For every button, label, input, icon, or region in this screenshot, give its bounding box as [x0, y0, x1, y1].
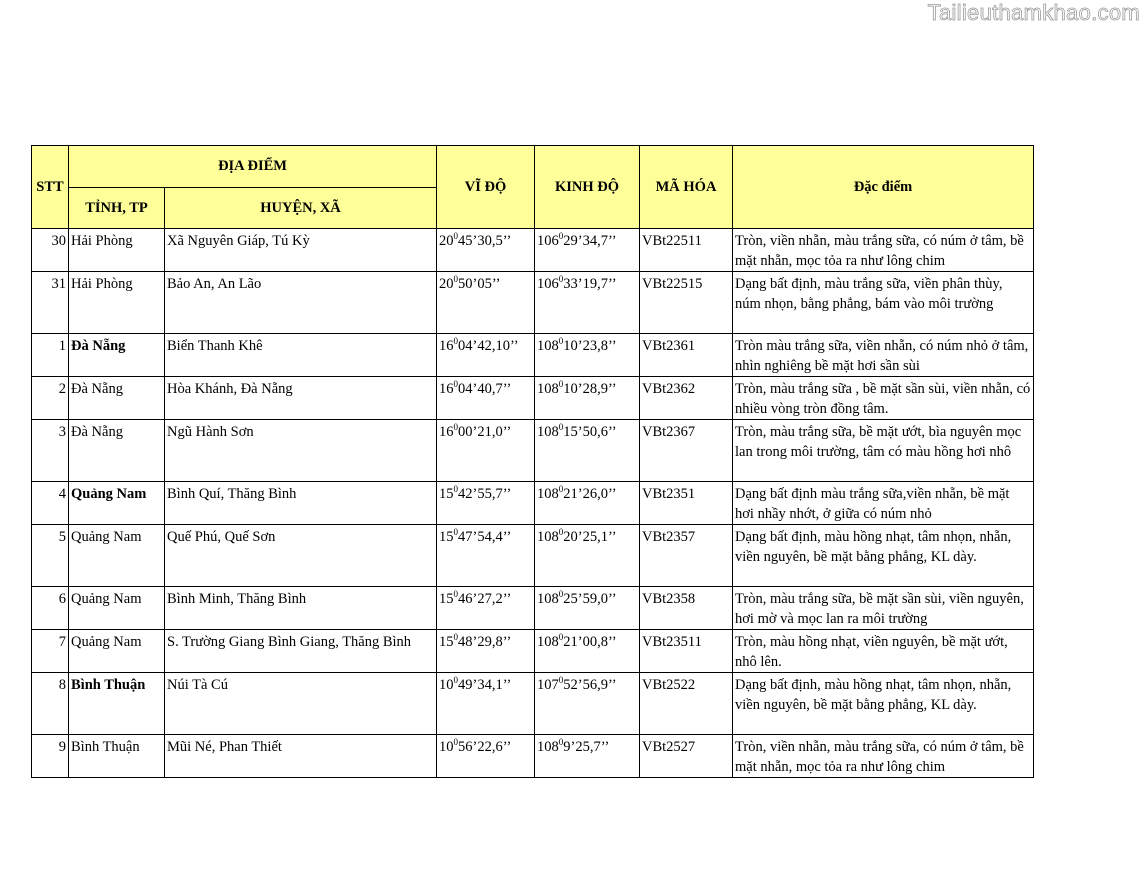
row-stt: 7 — [32, 630, 69, 673]
row-longitude — [535, 272, 640, 334]
row-stt: 3 — [32, 420, 69, 482]
table-row — [32, 630, 1034, 673]
row-district: Quế Phú, Quế Sơn — [165, 525, 437, 587]
row-district: Bình Quí, Thăng Bình — [165, 482, 437, 525]
degree-mark: 0 — [453, 632, 459, 643]
degree-mark: 0 — [558, 675, 564, 686]
degree-mark: 0 — [558, 379, 564, 390]
row-code: VBt2357 — [640, 525, 733, 587]
row-stt: 1 — [32, 334, 69, 377]
lon-minutes-seconds: 25’59,0’’ — [563, 591, 617, 607]
lat-degrees: 16 — [439, 381, 454, 397]
row-stt: 31 — [32, 272, 69, 334]
degree-mark: 0 — [453, 422, 459, 433]
row-code: VBt2351 — [640, 482, 733, 525]
row-province: Quảng Nam — [69, 587, 165, 630]
header-province: TỈNH, TP — [69, 188, 165, 229]
row-latitude — [437, 377, 535, 420]
row-description: Dạng bất định, màu hồng nhạt, tâm nhọn, nhẵn, viền nguyên, bề mặt bằng phẳng, KL dày. — [733, 673, 1034, 735]
degree-mark: 0 — [558, 632, 564, 643]
row-stt: 9 — [32, 735, 69, 778]
lon-degrees: 108 — [537, 486, 559, 502]
degree-mark: 0 — [453, 274, 459, 285]
header-longitude: KINH ĐỘ — [535, 146, 640, 229]
row-province: Đà Nẵng — [69, 420, 165, 482]
degree-mark: 0 — [558, 589, 564, 600]
header-code: MÃ HÓA — [640, 146, 733, 229]
row-description: Tròn, màu trắng sữa , bề mặt sần sùi, viền nhẵn, có nhiều vòng tròn đồng tâm. — [733, 377, 1034, 420]
row-stt: 8 — [32, 673, 69, 735]
lat-degrees: 10 — [439, 739, 454, 755]
lat-minutes-seconds: 46’27,2’’ — [458, 591, 512, 607]
row-latitude — [437, 587, 535, 630]
row-latitude — [437, 735, 535, 778]
lat-degrees: 15 — [439, 486, 454, 502]
lat-minutes-seconds: 42’55,7’’ — [458, 486, 512, 502]
degree-mark: 0 — [453, 527, 459, 538]
row-latitude — [437, 272, 535, 334]
row-district: Núi Tà Cú — [165, 673, 437, 735]
lon-minutes-seconds: 15’50,6’’ — [563, 424, 617, 440]
header-district: HUYỆN, XÃ — [165, 188, 437, 229]
lat-minutes-seconds: 47’54,4’’ — [458, 529, 512, 545]
lat-minutes-seconds: 48’29,8’’ — [458, 634, 512, 650]
row-latitude — [437, 334, 535, 377]
row-province: Quảng Nam — [69, 525, 165, 587]
lat-degrees: 16 — [439, 338, 454, 354]
row-stt: 30 — [32, 229, 69, 272]
lon-degrees: 106 — [537, 276, 559, 292]
lon-minutes-seconds: 21’00,8’’ — [563, 634, 617, 650]
row-latitude — [437, 482, 535, 525]
lat-degrees: 20 — [439, 233, 454, 249]
row-stt: 5 — [32, 525, 69, 587]
degree-mark: 0 — [558, 274, 564, 285]
degree-mark: 0 — [558, 484, 564, 495]
degree-mark: 0 — [453, 737, 459, 748]
row-latitude — [437, 525, 535, 587]
row-code: VBt2362 — [640, 377, 733, 420]
table-row — [32, 673, 1034, 735]
lon-minutes-seconds: 21’26,0’’ — [563, 486, 617, 502]
row-code: VBt2358 — [640, 587, 733, 630]
lon-minutes-seconds: 33’19,7’’ — [563, 276, 617, 292]
row-province: Bình Thuận — [69, 673, 165, 735]
row-description: Tròn, màu hồng nhạt, viền nguyên, bề mặt ướt, nhô lên. — [733, 630, 1034, 673]
table-row — [32, 587, 1034, 630]
degree-mark: 0 — [558, 737, 564, 748]
table-row — [32, 377, 1034, 420]
lon-degrees: 108 — [537, 529, 559, 545]
table-row — [32, 272, 1034, 334]
row-district: Ngũ Hành Sơn — [165, 420, 437, 482]
lat-minutes-seconds: 04’42,10’’ — [458, 338, 519, 354]
row-stt: 2 — [32, 377, 69, 420]
row-stt: 6 — [32, 587, 69, 630]
row-latitude — [437, 630, 535, 673]
row-longitude — [535, 525, 640, 587]
row-province: Hải Phòng — [69, 229, 165, 272]
row-district: Bình Minh, Thăng Bình — [165, 587, 437, 630]
table-row — [32, 229, 1034, 272]
header-latitude: VĨ ĐỘ — [437, 146, 535, 229]
row-description: Tròn màu trắng sữa, viền nhẵn, có núm nhỏ ở tâm, nhìn nghiêng bề mặt hơi sần sùi — [733, 334, 1034, 377]
row-description: Tròn, màu trắng sữa, bề mặt ướt, bìa nguyên mọc lan trong môi trường, tâm có màu hồng hơi nhô — [733, 420, 1034, 482]
degree-mark: 0 — [453, 675, 459, 686]
table-row — [32, 735, 1034, 778]
watermark: Tailieuthamkhao.com — [927, 0, 1140, 25]
degree-mark: 0 — [453, 589, 459, 600]
row-latitude — [437, 420, 535, 482]
degree-mark: 0 — [453, 379, 459, 390]
lon-degrees: 108 — [537, 591, 559, 607]
row-code: VBt2527 — [640, 735, 733, 778]
row-district: Hòa Khánh, Đà Nẵng — [165, 377, 437, 420]
row-description: Tròn, màu trắng sữa, bề mặt sần sùi, viền nguyên, hơi mờ và mọc lan ra môi trường — [733, 587, 1034, 630]
lon-degrees: 108 — [537, 424, 559, 440]
table-row — [32, 482, 1034, 525]
row-latitude — [437, 673, 535, 735]
lon-minutes-seconds: 10’23,8’’ — [563, 338, 617, 354]
row-description: Tròn, viền nhẵn, màu trắng sữa, có núm ở tâm, bề mặt nhẵn, mọc tỏa ra như lông chim — [733, 229, 1034, 272]
row-longitude — [535, 334, 640, 377]
row-longitude — [535, 587, 640, 630]
row-province: Quảng Nam — [69, 482, 165, 525]
row-stt: 4 — [32, 482, 69, 525]
row-code: VBt2361 — [640, 334, 733, 377]
lon-degrees: 108 — [537, 634, 559, 650]
row-longitude — [535, 482, 640, 525]
row-description: Dạng bất định màu trắng sữa,viền nhẵn, bề mặt hơi nhầy nhớt, ở giữa có núm nhỏ — [733, 482, 1034, 525]
row-longitude — [535, 735, 640, 778]
lat-minutes-seconds: 49’34,1’’ — [458, 677, 512, 693]
lon-degrees: 106 — [537, 233, 559, 249]
lon-minutes-seconds: 20’25,1’’ — [563, 529, 617, 545]
lat-minutes-seconds: 45’30,5’’ — [458, 233, 512, 249]
table-row — [32, 334, 1034, 377]
header-description: Đặc điểm — [733, 146, 1034, 229]
lon-degrees: 107 — [537, 677, 559, 693]
table-header — [32, 146, 1034, 229]
row-longitude — [535, 229, 640, 272]
row-description: Tròn, viền nhẵn, màu trắng sữa, có núm ở tâm, bề mặt nhẵn, mọc tỏa ra như lông chim — [733, 735, 1034, 778]
lat-degrees: 10 — [439, 677, 454, 693]
row-description: Dạng bất định, màu hồng nhạt, tâm nhọn, nhẵn, viền nguyên, bề mặt bằng phẳng, KL dày. — [733, 525, 1034, 587]
row-longitude — [535, 420, 640, 482]
lon-degrees: 108 — [537, 338, 559, 354]
lat-degrees: 20 — [439, 276, 454, 292]
row-code: VBt22511 — [640, 229, 733, 272]
degree-mark: 0 — [558, 422, 564, 433]
degree-mark: 0 — [558, 527, 564, 538]
row-district: Bảo An, An Lão — [165, 272, 437, 334]
lat-degrees: 15 — [439, 634, 454, 650]
lon-minutes-seconds: 9’25,7’’ — [563, 739, 610, 755]
row-province: Hải Phòng — [69, 272, 165, 334]
header-stt: STT — [32, 146, 69, 229]
degree-mark: 0 — [453, 231, 459, 242]
table-body — [32, 229, 1034, 778]
row-latitude — [437, 229, 535, 272]
lon-minutes-seconds: 10’28,9’’ — [563, 381, 617, 397]
lat-minutes-seconds: 56’22,6’’ — [458, 739, 512, 755]
lon-degrees: 108 — [537, 739, 559, 755]
row-code: VBt2367 — [640, 420, 733, 482]
row-district: Biển Thanh Khê — [165, 334, 437, 377]
lat-minutes-seconds: 00’21,0’’ — [458, 424, 512, 440]
degree-mark: 0 — [558, 336, 564, 347]
row-district: Mũi Né, Phan Thiết — [165, 735, 437, 778]
lat-degrees: 16 — [439, 424, 454, 440]
data-table — [31, 145, 1034, 778]
row-province: Bình Thuận — [69, 735, 165, 778]
table-row — [32, 525, 1034, 587]
row-description: Dạng bất định, màu trắng sữa, viền phân thùy, núm nhọn, bằng phẳng, bám vào môi trường — [733, 272, 1034, 334]
lon-minutes-seconds: 52’56,9’’ — [563, 677, 617, 693]
degree-mark: 0 — [558, 231, 564, 242]
degree-mark: 0 — [453, 336, 459, 347]
lat-degrees: 15 — [439, 529, 454, 545]
header-location: ĐỊA ĐIỂM — [69, 146, 437, 188]
lat-minutes-seconds: 04’40,7’’ — [458, 381, 512, 397]
lat-minutes-seconds: 50’05’’ — [458, 276, 501, 292]
row-province: Đà Nẵng — [69, 334, 165, 377]
row-code: VBt22515 — [640, 272, 733, 334]
row-longitude — [535, 630, 640, 673]
row-province: Đà Nẵng — [69, 377, 165, 420]
lon-degrees: 108 — [537, 381, 559, 397]
table-row — [32, 420, 1034, 482]
lat-degrees: 15 — [439, 591, 454, 607]
row-longitude — [535, 673, 640, 735]
row-district: S. Trường Giang Bình Giang, Thăng Bình — [165, 630, 437, 673]
row-longitude — [535, 377, 640, 420]
lon-minutes-seconds: 29’34,7’’ — [563, 233, 617, 249]
row-code: VBt23511 — [640, 630, 733, 673]
row-district: Xã Nguyên Giáp, Tú Kỳ — [165, 229, 437, 272]
row-code: VBt2522 — [640, 673, 733, 735]
degree-mark: 0 — [453, 484, 459, 495]
row-province: Quảng Nam — [69, 630, 165, 673]
